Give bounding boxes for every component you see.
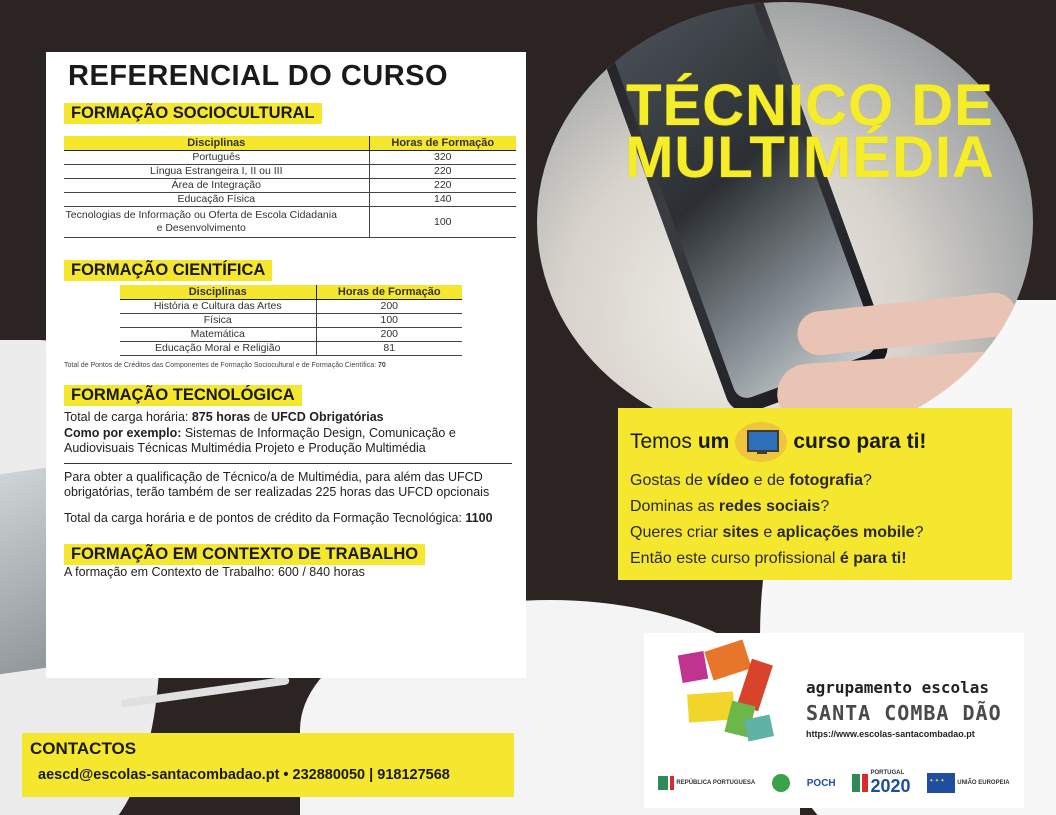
- table-cell: Educação Física: [64, 193, 369, 207]
- tecnologica-total: Total da carga horária e de pontos de crédito da Formação Tecnológica: 1100: [64, 510, 493, 525]
- table-cell: História e Cultura das Artes: [120, 300, 316, 314]
- contacts-line: aescd@escolas-santacombadao.pt • 232880050 | 918127568: [38, 767, 450, 783]
- sociocultural-table: [64, 136, 516, 238]
- contact-mobile[interactable]: 918127568: [377, 767, 450, 783]
- promo-line: Queres criar sites e aplicações mobile?: [630, 524, 924, 541]
- table-cell: 100: [316, 314, 462, 328]
- table-cell: 140: [369, 193, 516, 207]
- contexto-text: A formação em Contexto de Trabalho: 600 / 840 horas: [64, 565, 365, 579]
- table-header: Horas de Formação: [316, 285, 462, 300]
- table-row: [120, 314, 462, 328]
- table-row: [64, 207, 516, 238]
- table-cell: Física: [120, 314, 316, 328]
- table-cell: Tecnologias de Informação ou Oferta de Escola Cidadania e Desenvolvimento: [64, 207, 369, 238]
- table-cell: Matemática: [120, 328, 316, 342]
- smartphone-image: [590, 2, 893, 418]
- computer-monitor-icon: [735, 422, 787, 462]
- table-header: Disciplinas: [120, 285, 316, 300]
- table-cell: 200: [316, 300, 462, 314]
- poch-logo: POCH: [806, 777, 836, 789]
- cientifica-table: [120, 285, 462, 356]
- table-row: [120, 342, 462, 356]
- table-row: [64, 151, 516, 165]
- table-cell: 200: [316, 328, 462, 342]
- promo-line: Então este curso profissional é para ti!: [630, 550, 907, 567]
- course-reference-card: [46, 52, 526, 678]
- table-cell: Área de Integração: [64, 179, 369, 193]
- quality-seal-logo: [772, 774, 790, 792]
- table-cell: Português: [64, 151, 369, 165]
- course-title: TÉCNICO DE MULTIMÉDIA: [625, 73, 995, 190]
- table-cell: Educação Moral e Religião: [120, 342, 316, 356]
- table-cell: 81: [316, 342, 462, 356]
- portugal-2020-logo: PORTUGAL 2020: [852, 770, 910, 797]
- table-cell: 220: [369, 179, 516, 193]
- republica-portuguesa-logo: REPÚBLICA PORTUGUESA: [658, 776, 755, 790]
- divider: [64, 463, 512, 464]
- school-name-line1: agrupamento escolas: [806, 678, 990, 697]
- section-tecnologica: FORMAÇÃO TECNOLÓGICA: [64, 385, 302, 406]
- school-url: https://www.escolas-santacombadao.pt: [806, 729, 975, 739]
- funders-bar: [644, 763, 1024, 803]
- table-row: [120, 300, 462, 314]
- section-sociocultural: FORMAÇÃO SOCIOCULTURAL: [64, 103, 322, 124]
- contacts-title: CONTACTOS: [30, 739, 137, 758]
- tecnologica-examples: Como por exemplo: Sistemas de Informação Design, Comunicação e Audiovisuais Técnicas Multimédia Projeto e Produção Multimédia: [64, 425, 456, 455]
- school-logo-card: [644, 633, 1024, 808]
- tecnologica-hours: Total de carga horária: 875 horas de UFCD Obrigatórias: [64, 410, 384, 424]
- table-row: [120, 328, 462, 342]
- contact-email[interactable]: aescd@escolas-santacombadao.pt: [38, 767, 280, 783]
- promo-line: Dominas as redes sociais?: [630, 498, 830, 515]
- tecnologica-qualification: Para obter a qualificação de Técnico/a de Multimédia, para além das UFCD obrigatórias, terão também de ser realizadas 225 horas das UFCD opcionais: [64, 469, 490, 499]
- contacts-box: [22, 733, 514, 797]
- table-cell: Língua Estrangeira I, II ou III: [64, 165, 369, 179]
- promo-line: Gostas de vídeo e de fotografia?: [630, 472, 872, 489]
- table-row: [64, 179, 516, 193]
- table-cell: 320: [369, 151, 516, 165]
- table-header: Disciplinas: [64, 136, 369, 151]
- contact-phone[interactable]: 232880050: [292, 767, 366, 783]
- table-row: [64, 165, 516, 179]
- table-cell: 220: [369, 165, 516, 179]
- table-cell: 100: [369, 207, 516, 238]
- table-header: Horas de Formação: [369, 136, 516, 151]
- section-contexto: FORMAÇÃO EM CONTEXTO DE TRABALHO: [64, 544, 425, 565]
- section-cientifica: FORMAÇÃO CIENTÍFICA: [64, 260, 272, 281]
- doc-title: REFERENCIAL DO CURSO: [68, 60, 449, 92]
- smartphone-photo: [537, 2, 1033, 442]
- table-row: [64, 193, 516, 207]
- credits-note: Total de Pontos de Créditos das Componentes de Formação Sociocultural e de Formação Científica: 70: [64, 362, 386, 369]
- uniao-europeia-logo: ✦ ✦ ✦ UNIÃO EUROPEIA: [927, 773, 1009, 793]
- promo-heading: Temos um curso para ti!: [630, 422, 1012, 462]
- school-name-line2: SANTA COMBA DÃO: [806, 701, 1002, 725]
- promo-box: [618, 408, 1012, 580]
